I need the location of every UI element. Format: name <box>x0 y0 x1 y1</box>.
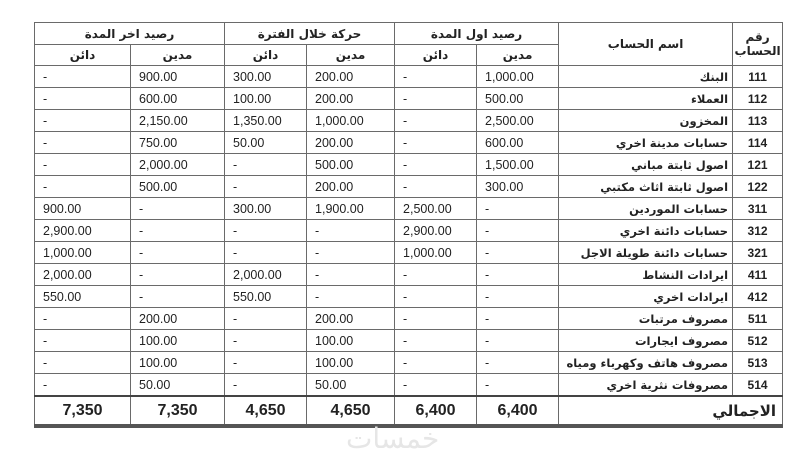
opening-debit-cell: - <box>477 220 559 242</box>
account-name-cell: حسابات دائنة اخري <box>559 220 733 242</box>
movement-debit-cell: - <box>307 286 395 308</box>
movement-debit-cell: 100.00 <box>307 352 395 374</box>
total-opening-credit: 6,400 <box>395 396 477 426</box>
closing-credit-cell: - <box>35 176 131 198</box>
watermark: خمسات <box>346 422 440 455</box>
closing-debit-cell: 100.00 <box>131 352 225 374</box>
opening-credit-cell: - <box>395 110 477 132</box>
table-row <box>35 286 783 308</box>
table-row <box>35 176 783 198</box>
opening-credit-cell: 2,900.00 <box>395 220 477 242</box>
movement-credit-cell: - <box>225 352 307 374</box>
movement-credit-cell: - <box>225 374 307 397</box>
table-row <box>35 352 783 374</box>
opening-credit-cell: - <box>395 330 477 352</box>
movement-debit-cell: 1,000.00 <box>307 110 395 132</box>
account-code-cell: 312 <box>733 220 783 242</box>
opening-debit-cell: 2,500.00 <box>477 110 559 132</box>
closing-debit-cell: 2,000.00 <box>131 154 225 176</box>
closing-debit-cell: - <box>131 198 225 220</box>
account-code-cell: 114 <box>733 132 783 154</box>
account-name-cell: حسابات مدينة اخري <box>559 132 733 154</box>
opening-credit-cell: - <box>395 88 477 110</box>
closing-credit-cell: - <box>35 154 131 176</box>
movement-debit-cell: 100.00 <box>307 330 395 352</box>
opening-credit-cell: 2,500.00 <box>395 198 477 220</box>
header-opening-credit: دائن <box>395 45 477 66</box>
closing-debit-cell: 2,150.00 <box>131 110 225 132</box>
movement-credit-cell: - <box>225 242 307 264</box>
opening-credit-cell: - <box>395 132 477 154</box>
movement-credit-cell: 2,000.00 <box>225 264 307 286</box>
closing-credit-cell: 1,000.00 <box>35 242 131 264</box>
opening-debit-cell: - <box>477 330 559 352</box>
movement-debit-cell: 200.00 <box>307 66 395 88</box>
closing-credit-cell: 2,900.00 <box>35 220 131 242</box>
account-code-cell: 514 <box>733 374 783 397</box>
opening-debit-cell: - <box>477 374 559 397</box>
closing-credit-cell: - <box>35 132 131 154</box>
table-row <box>35 132 783 154</box>
opening-debit-cell: 600.00 <box>477 132 559 154</box>
table-row <box>35 308 783 330</box>
account-name-cell: البنك <box>559 66 733 88</box>
closing-credit-cell: 900.00 <box>35 198 131 220</box>
movement-credit-cell: 100.00 <box>225 88 307 110</box>
header-closing-credit: دائن <box>35 45 131 66</box>
movement-debit-cell: 200.00 <box>307 176 395 198</box>
account-name-cell: مصروف مرتبات <box>559 308 733 330</box>
account-name-cell: اصول ثابتة اثاث مكتبي <box>559 176 733 198</box>
total-opening-debit: 6,400 <box>477 396 559 426</box>
account-code-cell: 122 <box>733 176 783 198</box>
opening-credit-cell: - <box>395 66 477 88</box>
account-name-cell: ايرادات اخري <box>559 286 733 308</box>
movement-credit-cell: 550.00 <box>225 286 307 308</box>
header-account-name: اسم الحساب <box>559 23 733 66</box>
opening-debit-cell: - <box>477 286 559 308</box>
closing-debit-cell: - <box>131 220 225 242</box>
trial-balance-table <box>34 22 783 428</box>
closing-credit-cell: - <box>35 330 131 352</box>
total-movement-debit: 4,650 <box>307 396 395 426</box>
closing-credit-cell: - <box>35 88 131 110</box>
table-row <box>35 198 783 220</box>
account-name-cell: العملاء <box>559 88 733 110</box>
movement-credit-cell: 300.00 <box>225 66 307 88</box>
account-name-cell: حسابات دائنة طويلة الاجل <box>559 242 733 264</box>
movement-credit-cell: 50.00 <box>225 132 307 154</box>
movement-credit-cell: - <box>225 220 307 242</box>
totals-label: الاجمالي <box>559 396 783 426</box>
header-opening-debit: مدين <box>477 45 559 66</box>
movement-debit-cell: 200.00 <box>307 88 395 110</box>
table-row <box>35 330 783 352</box>
movement-debit-cell: 50.00 <box>307 374 395 397</box>
account-code-cell: 321 <box>733 242 783 264</box>
account-code-cell: 411 <box>733 264 783 286</box>
account-code-cell: 513 <box>733 352 783 374</box>
account-name-cell: حسابات الموردين <box>559 198 733 220</box>
movement-credit-cell: - <box>225 308 307 330</box>
opening-debit-cell: 1,500.00 <box>477 154 559 176</box>
header-movement-debit: مدين <box>307 45 395 66</box>
opening-credit-cell: - <box>395 154 477 176</box>
header-movement-credit: دائن <box>225 45 307 66</box>
table-row <box>35 374 783 397</box>
movement-credit-cell: 300.00 <box>225 198 307 220</box>
opening-debit-cell: - <box>477 242 559 264</box>
closing-debit-cell: 100.00 <box>131 330 225 352</box>
movement-credit-cell: - <box>225 330 307 352</box>
table-row <box>35 66 783 88</box>
closing-debit-cell: 500.00 <box>131 176 225 198</box>
opening-debit-cell: 500.00 <box>477 88 559 110</box>
account-code-cell: 113 <box>733 110 783 132</box>
movement-credit-cell: - <box>225 176 307 198</box>
account-name-cell: المخزون <box>559 110 733 132</box>
total-movement-credit: 4,650 <box>225 396 307 426</box>
table-row <box>35 264 783 286</box>
account-code-cell: 111 <box>733 66 783 88</box>
opening-debit-cell: 300.00 <box>477 176 559 198</box>
closing-debit-cell: 750.00 <box>131 132 225 154</box>
header-opening-balance: رصيد اول المدة <box>395 23 559 45</box>
account-name-cell: مصروف هاتف وكهرباء ومياه <box>559 352 733 374</box>
opening-debit-cell: - <box>477 264 559 286</box>
closing-debit-cell: - <box>131 286 225 308</box>
opening-credit-cell: - <box>395 264 477 286</box>
header-account-code: رقم الحساب <box>733 23 783 66</box>
movement-debit-cell: 500.00 <box>307 154 395 176</box>
closing-credit-cell: 550.00 <box>35 286 131 308</box>
table-row <box>35 88 783 110</box>
closing-credit-cell: 2,000.00 <box>35 264 131 286</box>
closing-credit-cell: - <box>35 352 131 374</box>
opening-credit-cell: - <box>395 286 477 308</box>
account-name-cell: مصروف ايجارات <box>559 330 733 352</box>
closing-credit-cell: - <box>35 66 131 88</box>
account-code-cell: 112 <box>733 88 783 110</box>
opening-credit-cell: - <box>395 374 477 397</box>
account-name-cell: اصول ثابتة مباني <box>559 154 733 176</box>
movement-debit-cell: 200.00 <box>307 132 395 154</box>
account-code-cell: 512 <box>733 330 783 352</box>
total-closing-debit: 7,350 <box>131 396 225 426</box>
account-code-cell: 412 <box>733 286 783 308</box>
closing-credit-cell: - <box>35 110 131 132</box>
table-row <box>35 242 783 264</box>
closing-debit-cell: 600.00 <box>131 88 225 110</box>
closing-debit-cell: - <box>131 264 225 286</box>
opening-credit-cell: - <box>395 352 477 374</box>
table-row <box>35 154 783 176</box>
movement-debit-cell: - <box>307 242 395 264</box>
closing-credit-cell: - <box>35 308 131 330</box>
account-code-cell: 121 <box>733 154 783 176</box>
closing-credit-cell: - <box>35 374 131 397</box>
opening-credit-cell: - <box>395 308 477 330</box>
header-period-movement: حركة خلال الفترة <box>225 23 395 45</box>
opening-credit-cell: - <box>395 176 477 198</box>
movement-debit-cell: - <box>307 264 395 286</box>
account-name-cell: ايرادات النشاط <box>559 264 733 286</box>
movement-debit-cell: 1,900.00 <box>307 198 395 220</box>
opening-debit-cell: - <box>477 352 559 374</box>
movement-debit-cell: - <box>307 220 395 242</box>
closing-debit-cell: 200.00 <box>131 308 225 330</box>
movement-debit-cell: 200.00 <box>307 308 395 330</box>
account-code-cell: 511 <box>733 308 783 330</box>
closing-debit-cell: 50.00 <box>131 374 225 397</box>
header-closing-balance: رصيد اخر المدة <box>35 23 225 45</box>
table-row <box>35 110 783 132</box>
closing-debit-cell: - <box>131 242 225 264</box>
closing-debit-cell: 900.00 <box>131 66 225 88</box>
movement-credit-cell: - <box>225 154 307 176</box>
header-closing-debit: مدين <box>131 45 225 66</box>
table-body <box>35 66 783 397</box>
account-code-cell: 311 <box>733 198 783 220</box>
movement-credit-cell: 1,350.00 <box>225 110 307 132</box>
total-closing-credit: 7,350 <box>35 396 131 426</box>
opening-debit-cell: - <box>477 198 559 220</box>
opening-debit-cell: - <box>477 308 559 330</box>
opening-debit-cell: 1,000.00 <box>477 66 559 88</box>
account-name-cell: مصروفات نثرية اخري <box>559 374 733 397</box>
table-header <box>35 23 783 66</box>
table-row <box>35 220 783 242</box>
trial-balance-container <box>34 22 782 428</box>
opening-credit-cell: 1,000.00 <box>395 242 477 264</box>
